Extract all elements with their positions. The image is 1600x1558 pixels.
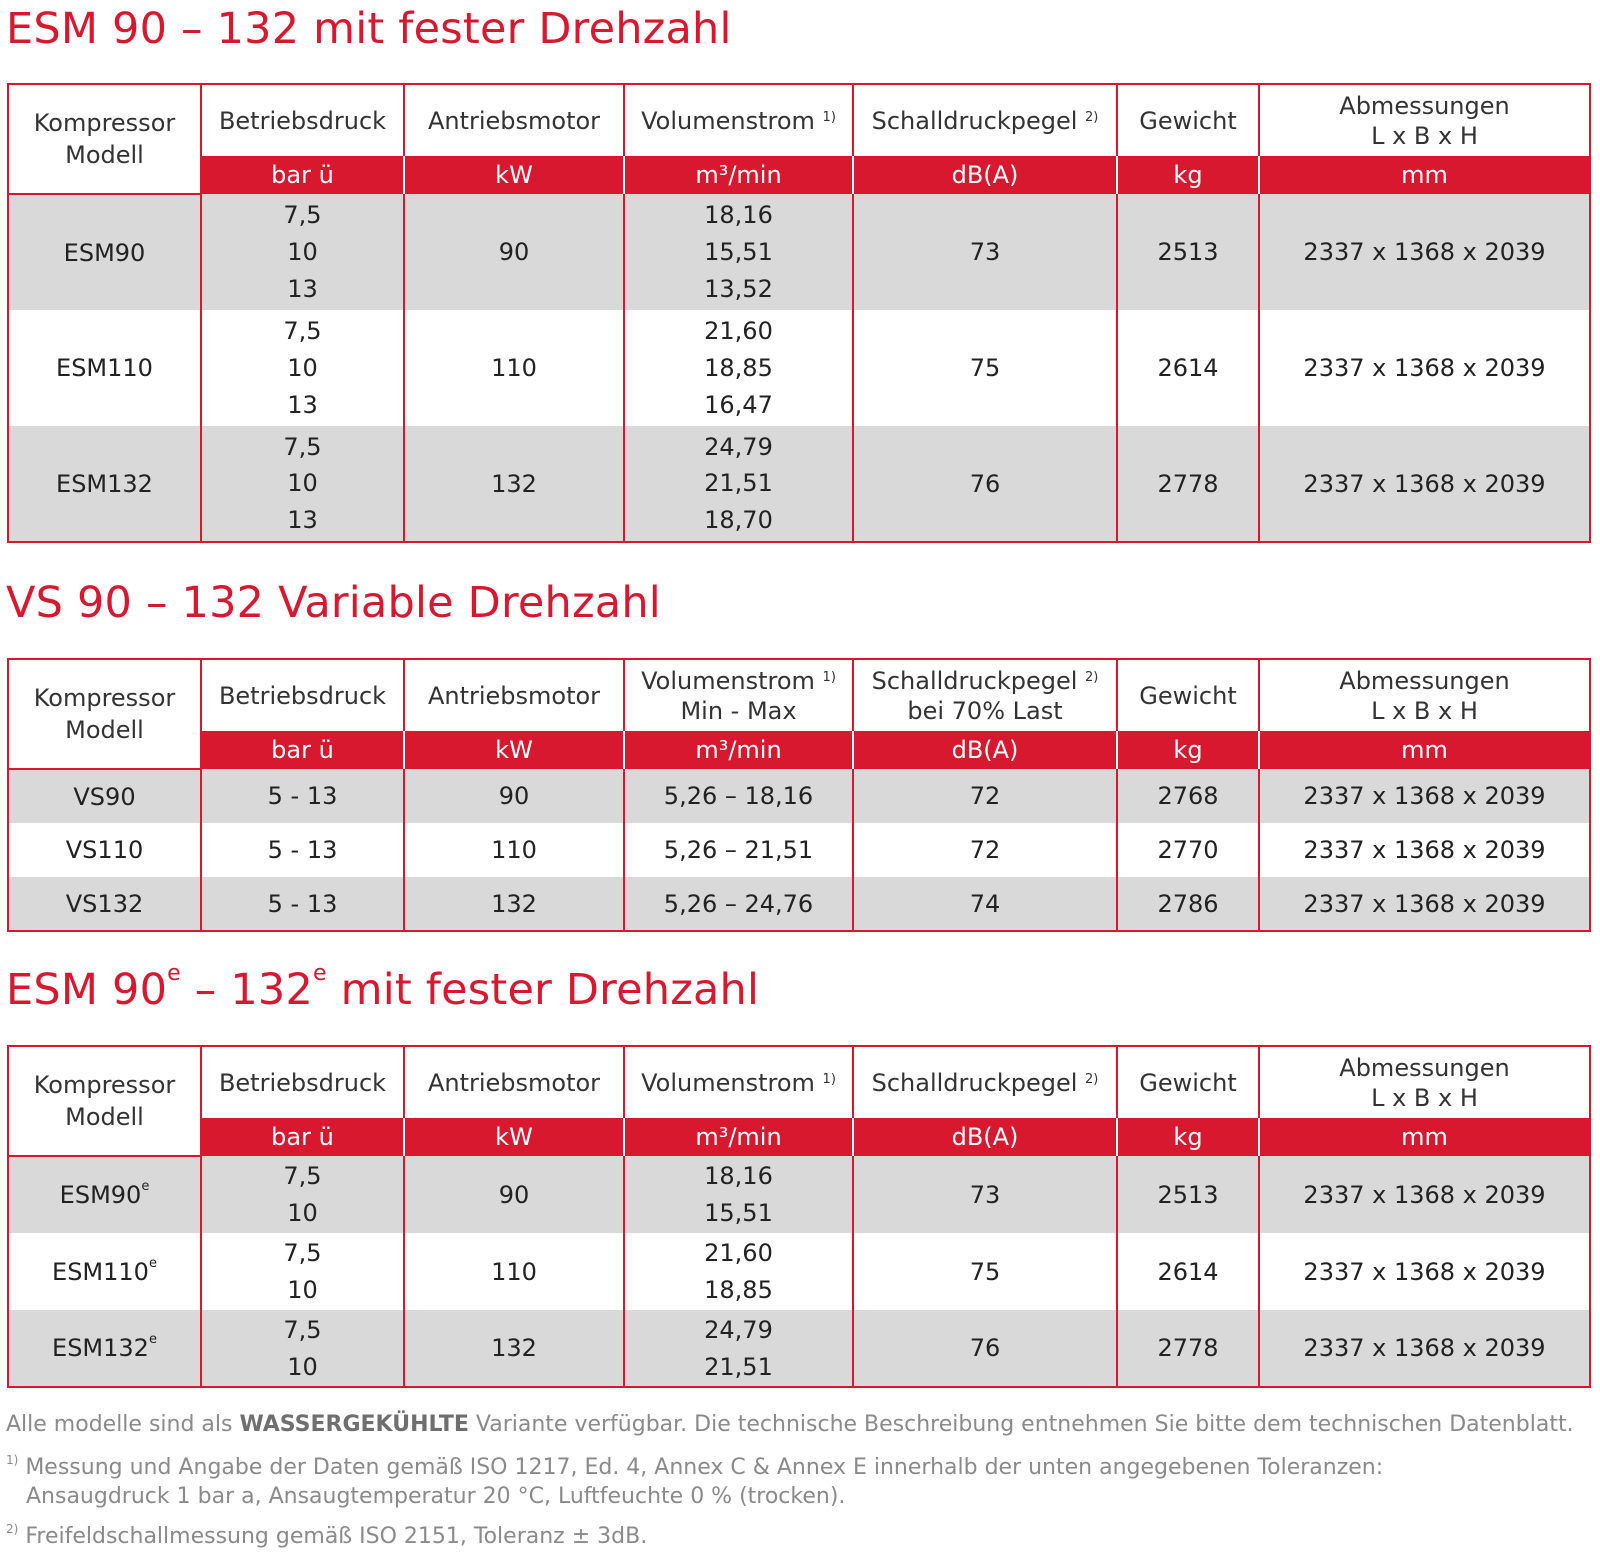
cell-model: VS90 <box>8 769 201 823</box>
unit-flow: m³/min <box>624 156 853 194</box>
cell-pressure: 7,5 10 13 <box>201 310 404 426</box>
header-flow: Volumenstrom $^{1)}$ <box>624 84 853 156</box>
cell-motor: 110 <box>404 310 624 426</box>
water-cooled-note: Alle modelle sind als WASSERGEKÜHLTE Variante verfügbar. Die technische Beschreibung entnehmen Sie bitte dem technischen Datenblatt. <box>6 1412 1574 1437</box>
cell-flow: 21,60 18,85 <box>624 1233 853 1310</box>
cell-pressure: 5 - 13 <box>201 769 404 823</box>
spec-table-esm-e <box>7 1045 1591 1388</box>
cell-pressure: 5 - 13 <box>201 877 404 931</box>
section-title-esm-e: ESM 90e – 132e mit fester Drehzahl <box>6 961 760 1015</box>
cell-motor: 110 <box>404 823 624 877</box>
unit-motor: kW <box>404 731 624 769</box>
cell-weight: 2768 <box>1117 769 1259 823</box>
header-pressure: Betriebsdruck <box>201 1046 404 1118</box>
unit-weight: kg <box>1117 156 1259 194</box>
header-noise: Schalldruckpegel $^{2)}$ bei 70% Last <box>853 659 1117 731</box>
cell-motor: 90 <box>404 1156 624 1233</box>
cell-flow: 24,79 21,51 <box>624 1310 853 1387</box>
cell-noise: 75 <box>853 1233 1117 1310</box>
table-row <box>8 823 1590 877</box>
cell-flow: 5,26 – 24,76 <box>624 877 853 931</box>
header-flow: Volumenstrom $^{1)}$ Min - Max <box>624 659 853 731</box>
cell-model: ESM132e <box>8 1310 201 1387</box>
cell-pressure: 7,5 10 <box>201 1156 404 1233</box>
cell-weight: 2786 <box>1117 877 1259 931</box>
unit-noise: dB(A) <box>853 1118 1117 1156</box>
unit-pressure: bar ü <box>201 731 404 769</box>
header-noise: Schalldruckpegel $^{2)}$ <box>853 1046 1117 1118</box>
unit-motor: kW <box>404 1118 624 1156</box>
cell-noise: 74 <box>853 877 1117 931</box>
cell-flow: 24,79 21,51 18,70 <box>624 426 853 542</box>
cell-dims: 2337 x 1368 x 2039 <box>1259 194 1590 310</box>
table-row <box>8 194 1590 310</box>
table-row <box>8 877 1590 931</box>
header-motor: Antriebsmotor <box>404 659 624 731</box>
cell-weight: 2513 <box>1117 1156 1259 1233</box>
cell-model: VS110 <box>8 823 201 877</box>
cell-flow: 21,60 18,85 16,47 <box>624 310 853 426</box>
cell-flow: 5,26 – 21,51 <box>624 823 853 877</box>
cell-dims: 2337 x 1368 x 2039 <box>1259 426 1590 542</box>
spec-table-esm <box>7 83 1591 543</box>
cell-model: ESM110 <box>8 310 201 426</box>
table-row <box>8 310 1590 426</box>
cell-motor: 132 <box>404 1310 624 1387</box>
cell-model: ESM132 <box>8 426 201 542</box>
unit-pressure: bar ü <box>201 1118 404 1156</box>
cell-dims: 2337 x 1368 x 2039 <box>1259 1233 1590 1310</box>
cell-noise: 75 <box>853 310 1117 426</box>
table-row <box>8 769 1590 823</box>
unit-dims: mm <box>1259 731 1590 769</box>
cell-pressure: 5 - 13 <box>201 823 404 877</box>
table-row <box>8 426 1590 542</box>
cell-noise: 73 <box>853 1156 1117 1233</box>
unit-noise: dB(A) <box>853 731 1117 769</box>
section-title-vs: VS 90 – 132 Variable Drehzahl <box>6 578 661 628</box>
cell-weight: 2614 <box>1117 1233 1259 1310</box>
header-model: Kompressor Modell <box>8 84 201 194</box>
cell-motor: 132 <box>404 877 624 931</box>
cell-dims: 2337 x 1368 x 2039 <box>1259 310 1590 426</box>
cell-dims: 2337 x 1368 x 2039 <box>1259 1156 1590 1233</box>
cell-noise: 76 <box>853 1310 1117 1387</box>
header-motor: Antriebsmotor <box>404 84 624 156</box>
cell-noise: 73 <box>853 194 1117 310</box>
cell-noise: 72 <box>853 823 1117 877</box>
cell-dims: 2337 x 1368 x 2039 <box>1259 823 1590 877</box>
cell-pressure: 7,5 10 <box>201 1310 404 1387</box>
cell-pressure: 7,5 10 13 <box>201 194 404 310</box>
header-weight: Gewicht <box>1117 659 1259 731</box>
spec-table-vs <box>7 658 1591 932</box>
cell-dims: 2337 x 1368 x 2039 <box>1259 877 1590 931</box>
table-row <box>8 1156 1590 1233</box>
cell-motor: 90 <box>404 194 624 310</box>
cell-weight: 2513 <box>1117 194 1259 310</box>
cell-motor: 132 <box>404 426 624 542</box>
cell-pressure: 7,5 10 13 <box>201 426 404 542</box>
cell-flow: 5,26 – 18,16 <box>624 769 853 823</box>
footnote-1: $^{1)}$ Messung und Angabe der Daten gemäß ISO 1217, Ed. 4, Annex C & Annex E innerhalb der unten angegebenen Toleranzen: Ansaugdruck 1 bar a, Ansaugtemperatur 20 °C, Luftfeuchte 0 % (trocken). <box>6 1453 1384 1509</box>
unit-noise: dB(A) <box>853 156 1117 194</box>
header-noise: Schalldruckpegel $^{2)}$ <box>853 84 1117 156</box>
header-weight: Gewicht <box>1117 84 1259 156</box>
cell-model: ESM90 <box>8 194 201 310</box>
header-model: Kompressor Modell <box>8 659 201 769</box>
unit-pressure: bar ü <box>201 156 404 194</box>
cell-model: ESM90e <box>8 1156 201 1233</box>
header-dims: Abmessungen L x B x H <box>1259 1046 1590 1118</box>
header-pressure: Betriebsdruck <box>201 84 404 156</box>
unit-motor: kW <box>404 156 624 194</box>
cell-weight: 2614 <box>1117 310 1259 426</box>
header-model: Kompressor Modell <box>8 1046 201 1156</box>
unit-dims: mm <box>1259 156 1590 194</box>
cell-noise: 76 <box>853 426 1117 542</box>
cell-dims: 2337 x 1368 x 2039 <box>1259 769 1590 823</box>
cell-weight: 2770 <box>1117 823 1259 877</box>
cell-model: VS132 <box>8 877 201 931</box>
cell-weight: 2778 <box>1117 426 1259 542</box>
table-row <box>8 1310 1590 1387</box>
cell-motor: 90 <box>404 769 624 823</box>
unit-flow: m³/min <box>624 1118 853 1156</box>
cell-noise: 72 <box>853 769 1117 823</box>
cell-flow: 18,16 15,51 <box>624 1156 853 1233</box>
unit-dims: mm <box>1259 1118 1590 1156</box>
unit-weight: kg <box>1117 731 1259 769</box>
table-row <box>8 1233 1590 1310</box>
header-flow: Volumenstrom $^{1)}$ <box>624 1046 853 1118</box>
cell-pressure: 7,5 10 <box>201 1233 404 1310</box>
footnote-2: $^{2)}$ Freifeldschallmessung gemäß ISO 2151, Toleranz ± 3dB. <box>6 1522 648 1549</box>
cell-dims: 2337 x 1368 x 2039 <box>1259 1310 1590 1387</box>
cell-motor: 110 <box>404 1233 624 1310</box>
header-weight: Gewicht <box>1117 1046 1259 1118</box>
unit-flow: m³/min <box>624 731 853 769</box>
header-dims: Abmessungen L x B x H <box>1259 659 1590 731</box>
cell-flow: 18,16 15,51 13,52 <box>624 194 853 310</box>
header-pressure: Betriebsdruck <box>201 659 404 731</box>
cell-model: ESM110e <box>8 1233 201 1310</box>
section-title-esm: ESM 90 – 132 mit fester Drehzahl <box>6 4 732 54</box>
header-dims: Abmessungen L x B x H <box>1259 84 1590 156</box>
cell-weight: 2778 <box>1117 1310 1259 1387</box>
unit-weight: kg <box>1117 1118 1259 1156</box>
header-motor: Antriebsmotor <box>404 1046 624 1118</box>
